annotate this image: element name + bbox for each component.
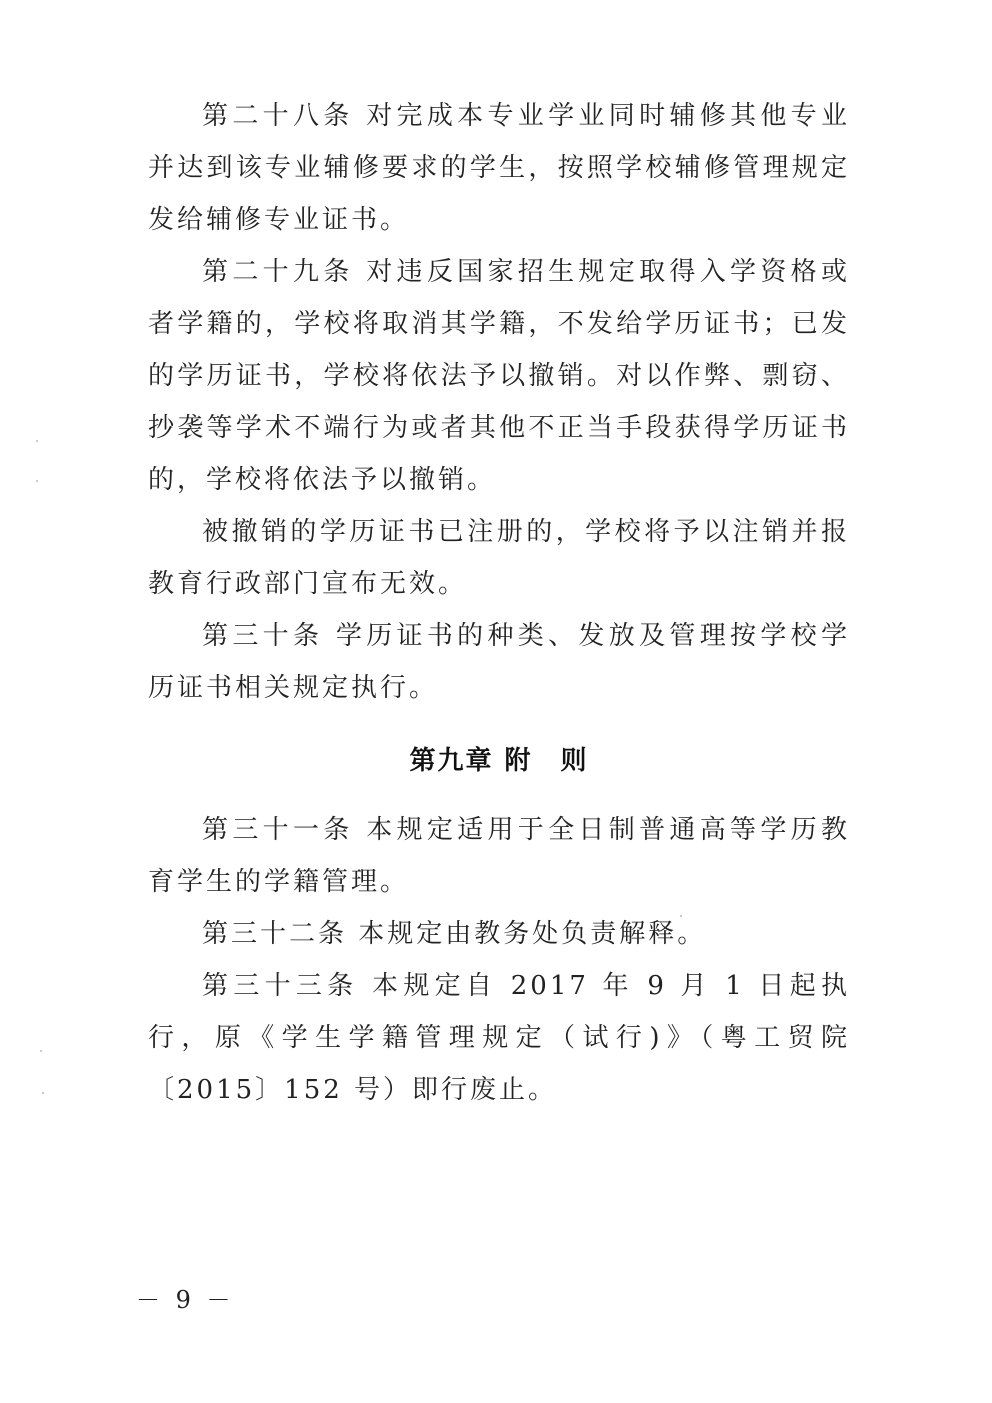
- article-32-paragraph: 第三十二条 本规定由教务处负责解释。: [202, 919, 707, 949]
- article-31-paragraph: 第三十一条 本规定适用于全日制普通高等学历教育学生的学籍管理。: [148, 815, 850, 897]
- scan-speck: [40, 1050, 42, 1052]
- page-number: － 9 －: [136, 1286, 235, 1314]
- scan-speck: [36, 480, 38, 482]
- chapter-title: 第九章 附 则: [409, 746, 589, 776]
- scan-speck: [42, 1092, 44, 1094]
- scan-speck: [680, 915, 682, 917]
- article-30-paragraph: 第三十条 学历证书的种类、发放及管理按学校学历证书相关规定执行。: [148, 621, 850, 703]
- article-33-paragraph: 第三十三条 本规定自 2017 年 9 月 1 日起执行，原《学生学籍管理规定（试行)》（粤工贸院〔2015〕152 号）即行废止。: [148, 971, 850, 1105]
- scan-speck: [36, 440, 38, 442]
- article-29-paragraph: 第二十九条 对违反国家招生规定取得入学资格或者学籍的，学校将取消其学籍，不发给学历证书；已发的学历证书，学校将依法予以撤销。对以作弊、剽窃、抄袭等学术不端行为或者其他不正当手段获得学历证书的，学校将依法予以撤销。: [148, 257, 850, 495]
- article-29-revocation-paragraph: 被撤销的学历证书已注册的，学校将予以注销并报教育行政部门宣布无效。: [148, 517, 850, 599]
- article-28-paragraph: 第二十八条 对完成本专业学业同时辅修其他专业并达到该专业辅修要求的学生，按照学校辅修管理规定发给辅修专业证书。: [148, 101, 850, 235]
